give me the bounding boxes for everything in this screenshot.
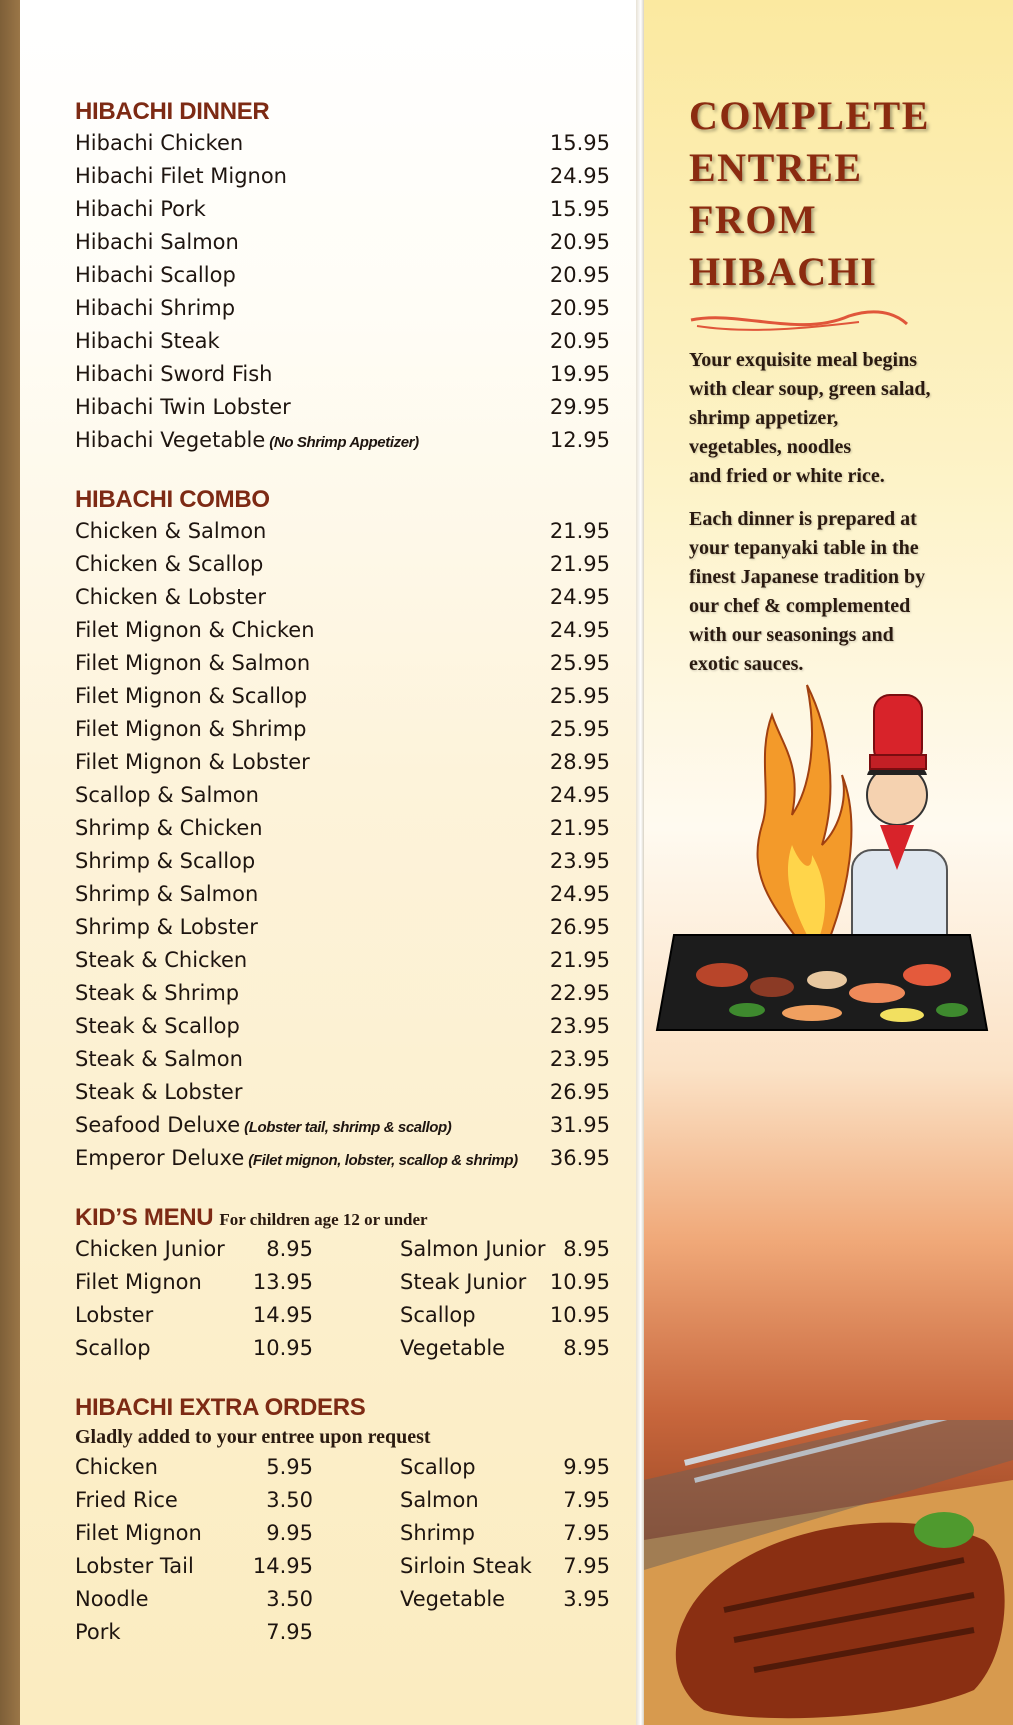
item-name-group bbox=[75, 548, 263, 581]
menu-item bbox=[75, 1142, 610, 1175]
item-name: Filet Mignon & Shrimp bbox=[75, 717, 307, 741]
item-name: Emperor Deluxe bbox=[75, 1146, 245, 1170]
hibachi-combo-section bbox=[75, 485, 610, 1175]
item-price: 14.95 bbox=[252, 1303, 313, 1327]
item-price: 13.95 bbox=[252, 1270, 313, 1294]
item-name: Hibachi Vegetable bbox=[75, 428, 266, 452]
menu-item bbox=[75, 424, 610, 457]
item-name-group bbox=[75, 977, 239, 1010]
item-name-group bbox=[75, 1332, 151, 1365]
item-name-group bbox=[75, 193, 206, 226]
item-name-group bbox=[75, 127, 243, 160]
item-name: Scallop bbox=[400, 1303, 476, 1327]
item-name-group bbox=[75, 226, 239, 259]
item-name: Lobster bbox=[75, 1303, 154, 1327]
item-name: Chicken & Salmon bbox=[75, 519, 267, 543]
menu-item bbox=[75, 812, 610, 845]
item-name: Hibachi Chicken bbox=[75, 131, 244, 155]
item-name-group bbox=[75, 515, 266, 548]
item-price: 25.95 bbox=[549, 684, 610, 708]
menu-item bbox=[313, 1299, 610, 1332]
item-price: 19.95 bbox=[549, 362, 610, 386]
item-price: 8.95 bbox=[266, 1237, 313, 1261]
section-title: HIBACHI EXTRA ORDERS bbox=[75, 1394, 366, 1421]
menu-item bbox=[75, 358, 610, 391]
menu-item bbox=[75, 127, 610, 160]
kids-menu-right-column bbox=[313, 1233, 610, 1365]
item-name-group bbox=[75, 581, 266, 614]
item-price: 3.95 bbox=[563, 1587, 610, 1611]
item-price: 21.95 bbox=[549, 552, 610, 576]
menu-item bbox=[75, 259, 610, 292]
item-price: 29.95 bbox=[549, 395, 610, 419]
item-name: Shrimp & Chicken bbox=[75, 816, 263, 840]
item-name-group bbox=[400, 1550, 532, 1583]
item-price: 9.95 bbox=[266, 1521, 313, 1545]
menu-item bbox=[75, 944, 610, 977]
item-name-group bbox=[400, 1299, 476, 1332]
paragraph-line: our chef & complemented bbox=[689, 595, 911, 617]
item-price: 5.95 bbox=[266, 1455, 313, 1479]
section-title: HIBACHI DINNER bbox=[75, 98, 270, 125]
item-name: Steak & Shrimp bbox=[75, 981, 240, 1005]
kids-menu-note: For children age 12 or under bbox=[219, 1210, 428, 1229]
item-price: 14.95 bbox=[252, 1554, 313, 1578]
item-note: (No Shrimp Appetizer) bbox=[269, 434, 419, 451]
item-name: Hibachi Shrimp bbox=[75, 296, 236, 320]
item-name-group bbox=[75, 944, 247, 977]
item-name-group bbox=[75, 1583, 149, 1616]
item-name-group bbox=[75, 812, 263, 845]
extra-orders-right-column bbox=[313, 1451, 610, 1649]
item-name-group bbox=[400, 1451, 476, 1484]
item-name-group bbox=[75, 878, 258, 911]
menu-item bbox=[313, 1583, 610, 1616]
menu-item bbox=[75, 614, 610, 647]
item-price: 8.95 bbox=[563, 1336, 610, 1360]
item-name-group bbox=[75, 1550, 194, 1583]
item-name: Pork bbox=[75, 1620, 121, 1644]
item-name-group bbox=[75, 1109, 451, 1142]
item-price: 21.95 bbox=[549, 519, 610, 543]
item-name: Hibachi Filet Mignon bbox=[75, 164, 287, 188]
item-price: 10.95 bbox=[252, 1336, 313, 1360]
item-name: Hibachi Steak bbox=[75, 329, 220, 353]
section-title: HIBACHI COMBO bbox=[75, 486, 270, 513]
item-name: Scallop & Salmon bbox=[75, 783, 259, 807]
item-name: Chicken bbox=[75, 1455, 158, 1479]
menu-item bbox=[75, 1076, 610, 1109]
item-price: 15.95 bbox=[549, 197, 610, 221]
item-name: Shrimp bbox=[400, 1521, 475, 1545]
item-name: Scallop bbox=[75, 1336, 151, 1360]
item-name: Filet Mignon & Lobster bbox=[75, 750, 310, 774]
menu-item bbox=[75, 1484, 313, 1517]
menu-item bbox=[75, 1299, 313, 1332]
item-name: Fried Rice bbox=[75, 1488, 178, 1512]
item-name: Steak Junior bbox=[400, 1270, 527, 1294]
item-name: Salmon Junior bbox=[400, 1237, 546, 1261]
item-name-group bbox=[75, 746, 310, 779]
info-panel bbox=[644, 0, 1013, 1725]
paragraph-line: shrimp appetizer, bbox=[689, 407, 839, 429]
menu-item bbox=[75, 292, 610, 325]
item-name: Lobster Tail bbox=[75, 1554, 194, 1578]
menu-item bbox=[75, 878, 610, 911]
menu-item bbox=[75, 226, 610, 259]
item-name-group bbox=[400, 1517, 475, 1550]
item-price: 25.95 bbox=[549, 717, 610, 741]
menu-item bbox=[313, 1233, 610, 1266]
item-name-group bbox=[75, 911, 258, 944]
item-name-group bbox=[75, 391, 291, 424]
paragraph-line: finest Japanese tradition by bbox=[689, 566, 926, 588]
menu-item bbox=[75, 713, 610, 746]
item-name: Salmon bbox=[400, 1488, 479, 1512]
item-name-group bbox=[75, 160, 287, 193]
heading-line: COMPLETE bbox=[689, 93, 930, 138]
item-price: 7.95 bbox=[563, 1521, 610, 1545]
item-price: 23.95 bbox=[549, 849, 610, 873]
item-price: 10.95 bbox=[549, 1303, 610, 1327]
item-price: 26.95 bbox=[549, 915, 610, 939]
menu-item bbox=[313, 1451, 610, 1484]
extra-orders-left-column bbox=[75, 1451, 313, 1649]
item-name-group bbox=[75, 424, 419, 457]
item-name: Chicken & Lobster bbox=[75, 585, 266, 609]
item-price: 24.95 bbox=[549, 164, 610, 188]
item-name-group bbox=[75, 292, 235, 325]
item-name-group bbox=[75, 1451, 158, 1484]
sidebar-paragraph-1 bbox=[689, 346, 989, 491]
panel-divider bbox=[636, 0, 644, 1725]
item-price: 10.95 bbox=[549, 1270, 610, 1294]
item-name-group bbox=[75, 1266, 202, 1299]
left-edge-bar bbox=[0, 0, 20, 1725]
item-price: 28.95 bbox=[549, 750, 610, 774]
item-name-group bbox=[400, 1266, 526, 1299]
menu-item bbox=[75, 515, 610, 548]
item-note: (Lobster tail, shrimp & scallop) bbox=[244, 1119, 452, 1136]
item-price: 36.95 bbox=[549, 1146, 610, 1170]
item-price: 3.50 bbox=[266, 1488, 313, 1512]
item-price: 23.95 bbox=[549, 1014, 610, 1038]
sidebar-heading bbox=[689, 90, 989, 298]
sidebar-paragraph-2 bbox=[689, 505, 989, 679]
kids-menu-section bbox=[75, 1203, 610, 1365]
item-name: Seafood Deluxe bbox=[75, 1113, 241, 1137]
extra-orders-grid bbox=[75, 1451, 610, 1649]
swoosh-divider bbox=[689, 308, 909, 344]
item-name: Hibachi Sword Fish bbox=[75, 362, 273, 386]
paragraph-line: Your exquisite meal begins bbox=[689, 349, 917, 371]
menu-item bbox=[75, 779, 610, 812]
item-name: Filet Mignon bbox=[75, 1521, 202, 1545]
menu-item bbox=[313, 1484, 610, 1517]
item-name-group bbox=[75, 647, 310, 680]
item-price: 21.95 bbox=[549, 948, 610, 972]
menu-item bbox=[75, 581, 610, 614]
menu-item bbox=[75, 911, 610, 944]
section-title bbox=[75, 1203, 610, 1233]
menu-item bbox=[75, 1109, 610, 1142]
menu-item bbox=[313, 1517, 610, 1550]
item-price: 22.95 bbox=[549, 981, 610, 1005]
item-name: Steak & Lobster bbox=[75, 1080, 243, 1104]
item-price: 3.50 bbox=[266, 1587, 313, 1611]
item-price: 20.95 bbox=[549, 296, 610, 320]
hibachi-dinner-section bbox=[75, 97, 610, 457]
paragraph-line: with our seasonings and bbox=[689, 624, 894, 646]
item-name: Steak & Salmon bbox=[75, 1047, 243, 1071]
item-price: 15.95 bbox=[549, 131, 610, 155]
item-name-group bbox=[75, 680, 307, 713]
menu-item bbox=[75, 1451, 313, 1484]
paragraph-line: and fried or white rice. bbox=[689, 465, 885, 487]
item-name-group bbox=[75, 1043, 243, 1076]
paragraph-line: your tepanyaki table in the bbox=[689, 537, 919, 559]
menu-item bbox=[75, 845, 610, 878]
item-name: Filet Mignon bbox=[75, 1270, 202, 1294]
item-name: Shrimp & Scallop bbox=[75, 849, 256, 873]
item-name-group bbox=[75, 259, 236, 292]
item-price: 23.95 bbox=[549, 1047, 610, 1071]
item-price: 24.95 bbox=[549, 618, 610, 642]
item-price: 7.95 bbox=[563, 1554, 610, 1578]
item-name: Sirloin Steak bbox=[400, 1554, 532, 1578]
item-price: 8.95 bbox=[563, 1237, 610, 1261]
item-name: Filet Mignon & Salmon bbox=[75, 651, 311, 675]
kids-menu-grid bbox=[75, 1233, 610, 1365]
heading-line: FROM bbox=[689, 197, 818, 242]
steak-photo bbox=[644, 1420, 1013, 1725]
extra-orders-subtitle: Gladly added to your entree upon request bbox=[75, 1426, 431, 1448]
menu-item bbox=[75, 977, 610, 1010]
item-name: Shrimp & Lobster bbox=[75, 915, 258, 939]
item-name-group bbox=[75, 358, 272, 391]
kids-menu-left-column bbox=[75, 1233, 313, 1365]
kids-menu-title: KID’S MENU bbox=[75, 1204, 214, 1231]
item-name: Chicken Junior bbox=[75, 1237, 225, 1261]
menu-item bbox=[75, 1616, 313, 1649]
menu-item bbox=[75, 325, 610, 358]
hibachi-dinner-list bbox=[75, 127, 610, 457]
item-name-group bbox=[75, 1616, 121, 1649]
item-name: Filet Mignon & Scallop bbox=[75, 684, 308, 708]
item-name-group bbox=[400, 1332, 505, 1365]
menu-item bbox=[75, 680, 610, 713]
menu-item bbox=[313, 1332, 610, 1365]
menu-item bbox=[75, 1550, 313, 1583]
item-name-group bbox=[75, 1517, 202, 1550]
item-name-group bbox=[75, 1484, 178, 1517]
menu-item bbox=[75, 1332, 313, 1365]
item-name-group bbox=[400, 1484, 479, 1517]
item-name-group bbox=[400, 1583, 505, 1616]
item-price: 20.95 bbox=[549, 329, 610, 353]
menu-item bbox=[75, 1043, 610, 1076]
item-name: Hibachi Pork bbox=[75, 197, 206, 221]
item-name-group bbox=[75, 1076, 242, 1109]
item-name-group bbox=[75, 1299, 153, 1332]
menu-item bbox=[75, 1517, 313, 1550]
item-name: Hibachi Scallop bbox=[75, 263, 236, 287]
paragraph-line: with clear soup, green salad, bbox=[689, 378, 931, 400]
item-name: Hibachi Salmon bbox=[75, 230, 239, 254]
menu-item bbox=[75, 193, 610, 226]
item-name: Hibachi Twin Lobster bbox=[75, 395, 291, 419]
menu-item bbox=[75, 160, 610, 193]
menu-item bbox=[313, 1266, 610, 1299]
menu-item bbox=[75, 1266, 313, 1299]
item-name-group bbox=[75, 713, 306, 746]
menu-item bbox=[313, 1550, 610, 1583]
item-name-group bbox=[75, 325, 220, 358]
item-price: 20.95 bbox=[549, 263, 610, 287]
item-name-group bbox=[75, 845, 255, 878]
menu-item bbox=[75, 1583, 313, 1616]
item-name: Vegetable bbox=[400, 1336, 506, 1360]
item-name: Shrimp & Salmon bbox=[75, 882, 259, 906]
item-name-group bbox=[75, 614, 315, 647]
item-name: Scallop bbox=[400, 1455, 476, 1479]
menu-item bbox=[75, 746, 610, 779]
chef-illustration bbox=[652, 675, 992, 1035]
item-price: 25.95 bbox=[549, 651, 610, 675]
item-price: 7.95 bbox=[266, 1620, 313, 1644]
item-name-group bbox=[400, 1233, 545, 1266]
paragraph-line: exotic sauces. bbox=[689, 653, 804, 675]
item-price: 24.95 bbox=[549, 783, 610, 807]
item-name: Steak & Scallop bbox=[75, 1014, 240, 1038]
paragraph-line: vegetables, noodles bbox=[689, 436, 852, 458]
item-price: 21.95 bbox=[549, 816, 610, 840]
menu-item bbox=[75, 391, 610, 424]
extra-orders-section bbox=[75, 1393, 610, 1649]
menu-item bbox=[75, 548, 610, 581]
item-name-group bbox=[75, 1142, 518, 1175]
item-price: 26.95 bbox=[549, 1080, 610, 1104]
item-name: Chicken & Scallop bbox=[75, 552, 264, 576]
item-name: Steak & Chicken bbox=[75, 948, 248, 972]
item-name: Vegetable bbox=[400, 1587, 506, 1611]
item-note: (Filet mignon, lobster, scallop & shrimp) bbox=[248, 1152, 518, 1169]
item-name: Noodle bbox=[75, 1587, 149, 1611]
menu-item bbox=[75, 1233, 313, 1266]
paragraph-line: Each dinner is prepared at bbox=[689, 508, 917, 530]
heading-line: HIBACHI bbox=[689, 249, 878, 294]
item-price: 24.95 bbox=[549, 882, 610, 906]
item-name-group bbox=[75, 1010, 240, 1043]
menu-item bbox=[75, 1010, 610, 1043]
item-price: 24.95 bbox=[549, 585, 610, 609]
item-price: 9.95 bbox=[563, 1455, 610, 1479]
item-price: 7.95 bbox=[563, 1488, 610, 1512]
item-price: 12.95 bbox=[549, 428, 610, 452]
item-name: Filet Mignon & Chicken bbox=[75, 618, 315, 642]
menu-item bbox=[75, 647, 610, 680]
item-name-group bbox=[75, 1233, 225, 1266]
item-price: 31.95 bbox=[549, 1113, 610, 1137]
item-name-group bbox=[75, 779, 259, 812]
item-price: 20.95 bbox=[549, 230, 610, 254]
hibachi-combo-list bbox=[75, 515, 610, 1175]
heading-line: ENTREE bbox=[689, 145, 863, 190]
